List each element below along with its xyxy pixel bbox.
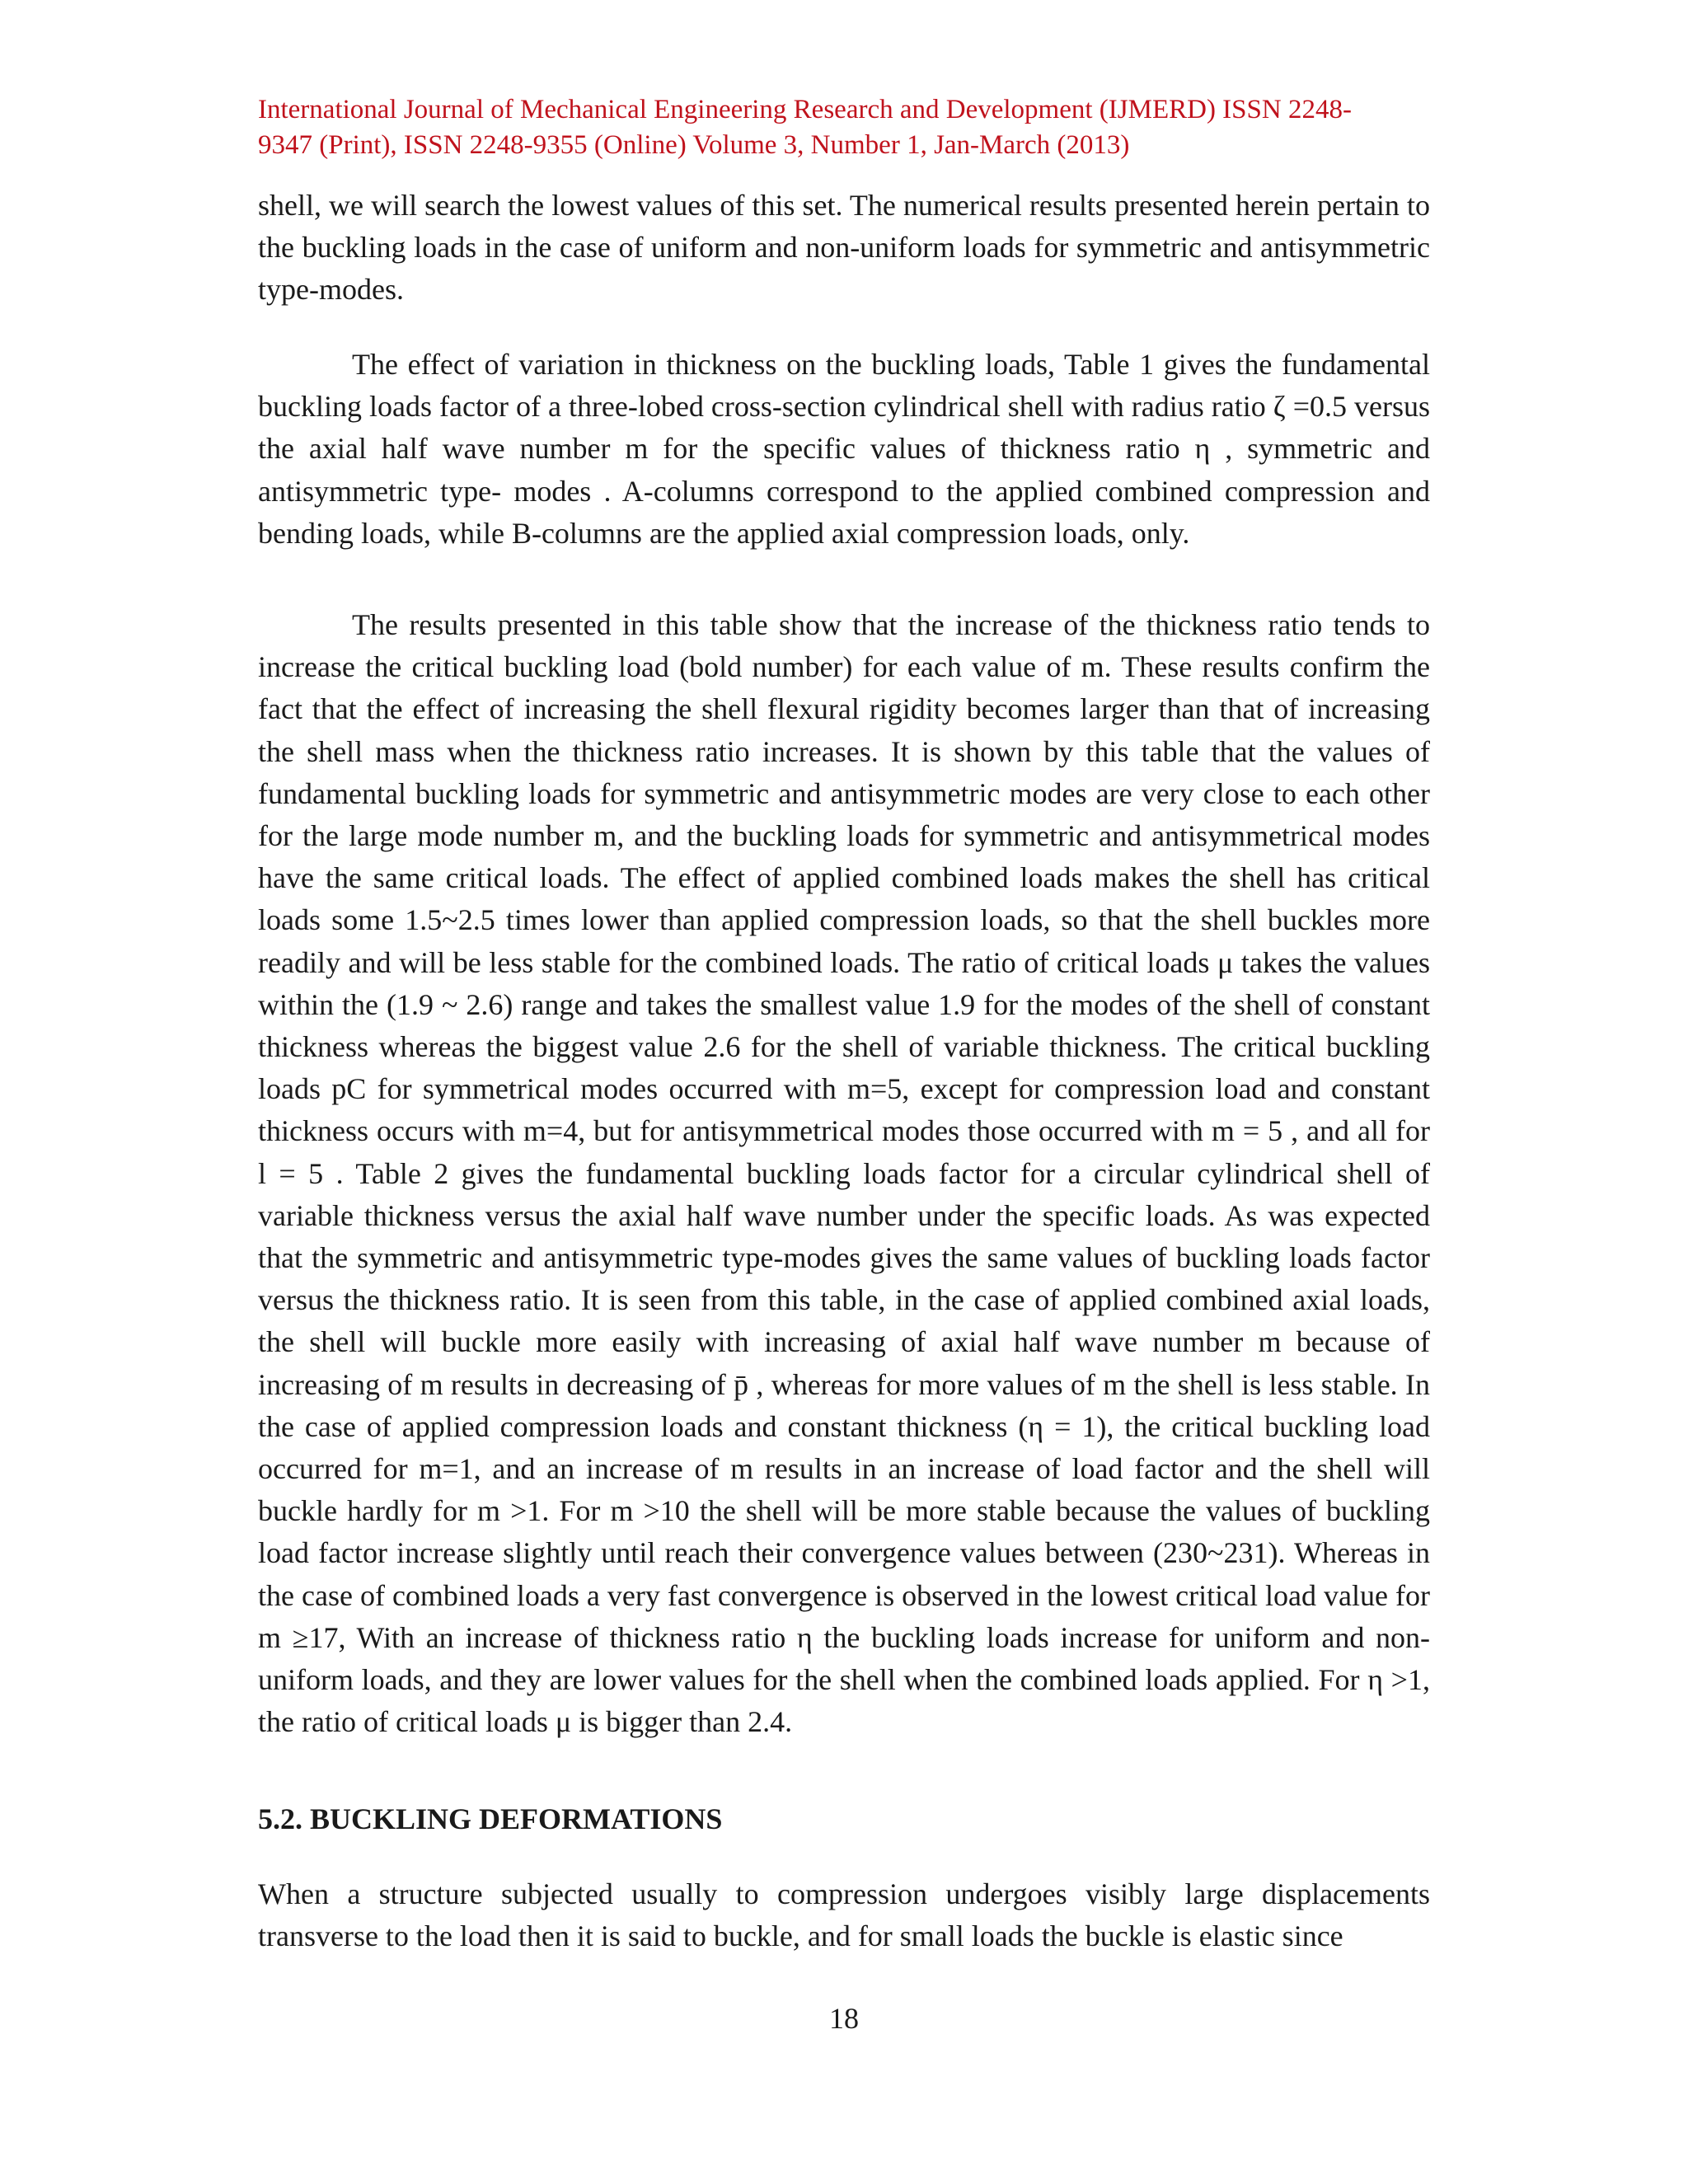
- paragraph-4-block: [258, 1873, 1430, 1957]
- header-line-2: 9347 (Print), ISSN 2248-9355 (Online) Volume 3, Number 1, Jan-March (2013): [258, 130, 1130, 160]
- paragraph-4: When a structure subjected usually to compression undergoes visibly large displacements transverse to the load then it is said to buckle, and for small loads the buckle is elastic since: [258, 1877, 1430, 1953]
- paragraph-2: The effect of variation in thickness on the buckling loads, Table 1 gives the fundamental buckling loads factor of a three-lobed cross-section cylindrical shell with radius ratio ζ =0.5 versus the axial half wave number m for the specific values of thickness ratio η , symmetric and antisymmetric type- modes . A-columns correspond to the applied combined compression and bending loads, while B-columns are the applied axial compression loads, only.: [258, 348, 1430, 550]
- header-line-1: International Journal of Mechanical Engineering Research and Development (IJMERD) ISSN 2248-: [258, 95, 1352, 124]
- paragraph-1-block: [258, 185, 1430, 312]
- paragraph-1: shell, we will search the lowest values of this set. The numerical results presented herein pertain to the buckling loads in the case of uniform and non-uniform loads for symmetric and antisymmetric type-modes.: [258, 189, 1430, 307]
- journal-header: [258, 92, 1428, 163]
- paragraph-3: The results presented in this table show that the increase of the thickness ratio tends to increase the critical buckling load (bold number) for each value of m. These results confirm the fact that the effect of increasing the shell flexural rigidity becomes larger than that of increasing the shell mass when the thickness ratio increases. It is shown by this table that the values of fundamental buckling loads for symmetric and antisymmetric modes are very close to each other for the large mode number m, and the buckling loads for symmetric and antisymmetrical modes have the same critical loads. The effect of applied combined loads makes the shell has critical loads some 1.5~2.5 times lower than applied compression loads, so that the shell buckles more readily and will be less stable for the combined loads. The ratio of critical loads μ takes the values within the (1.9 ~ 2.6) range and takes the smallest value 1.9 for the modes of the shell of constant thickness whereas the biggest value 2.6 for the shell of variable thickness. The critical buckling loads pC for symmetrical modes occurred with m=5, except for compression load and constant thickness occurs with m=4, but for antisymmetrical modes those occurred with m = 5 , and all for l = 5 . Table 2 gives the fundamental buckling loads factor for a circular cylindrical shell of variable thickness versus the axial half wave number under the specific loads. As was expected that the symmetric and antisymmetric type-modes gives the same values of buckling loads factor versus the thickness ratio. It is seen from this table, in the case of applied combined axial loads, the shell will buckle more easily with increasing of axial half wave number m because of increasing of m results in decreasing of p̄ , whereas for more values of m the shell is less stable. In the case of applied compression loads and constant thickness (η = 1), the critical buckling load occurred for m=1, and an increase of m results in an increase of load factor and the shell will buckle hardly for m >1. For m >10 the shell will be more stable because the values of buckling load factor increase slightly until reach their convergence values between (230~231). Whereas in the case of combined loads a very fast convergence is observed in the lowest critical load value for m ≥17, With an increase of thickness ratio η the buckling loads increase for uniform and non-uniform loads, and they are lower values for the shell when the combined loads applied. For η >1, the ratio of critical loads μ is bigger than 2.4.: [258, 608, 1430, 1739]
- section-heading: 5.2. BUCKLING DEFORMATIONS: [258, 1802, 723, 1835]
- paragraph-3-block: [258, 604, 1430, 1743]
- page-number: 18: [829, 2002, 859, 2035]
- paragraph-2-block: [258, 344, 1430, 555]
